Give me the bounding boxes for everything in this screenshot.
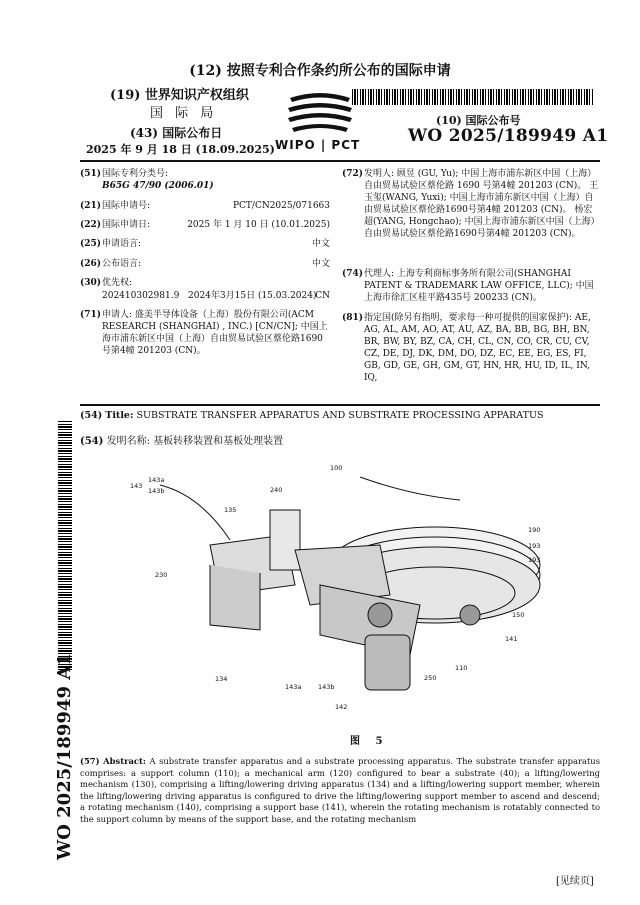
app-no-label: 国际申请号: [102, 201, 151, 211]
ref-label: 142 [335, 703, 348, 711]
inventor-field [342, 168, 600, 268]
states-code: (81) [342, 313, 364, 323]
chinese-title [80, 432, 283, 447]
zh-title-text: 基板转移装置和基板处理装置 [153, 436, 284, 447]
priority-label: 优先权: [102, 278, 133, 288]
app-no-value: PCT/CN2025/071663 [232, 201, 330, 211]
ipc-code: (51) [80, 169, 102, 179]
priority-number: 202410302981.9 [102, 291, 180, 301]
ipc-value: B65G 47/90 (2006.01) [102, 181, 214, 191]
inventor-code: (72) [342, 169, 364, 179]
application-number-field [80, 200, 330, 212]
ref-label: 143b [148, 487, 165, 495]
figure-caption: 图 5 [350, 736, 389, 747]
applicant-code: (71) [80, 310, 102, 320]
priority-date: 2024年3月15日 (15.03.2024) [188, 291, 317, 301]
ref-label: 240 [270, 486, 283, 494]
priority-code: (30) [80, 278, 102, 288]
pub-lang-code: (26) [80, 259, 102, 269]
side-barcode [58, 420, 72, 670]
filing-value: 2025 年 1 月 10 日 (10.01.2025) [187, 220, 330, 230]
publication-date: 2025 年 9 月 18 日 (18.09.2025) [86, 143, 275, 156]
filing-lang-value: 中文 [311, 239, 330, 249]
zh-title-code: (54) [80, 436, 104, 447]
ref-label: 193 [528, 556, 541, 564]
applicant-text: 申请人: 盛美半导体设备（上海）股份有限公司(ACM RESEARCH (SHANGHAI) , INC.) [CN/CN]; 中国上海市浦东新区中国（上海）自由贸易试验区蔡伦路1690号第4幢 201203 (CN)。 [102, 310, 328, 356]
pub-lang-label: 公布语言: [102, 259, 142, 269]
zh-title-label: 发明名称: [106, 436, 150, 447]
filing-label: 国际申请日: [102, 220, 151, 230]
publication-date-label: (43) 国际公布日 [130, 126, 223, 140]
international-bureau: 国 际 局 [150, 106, 218, 121]
abstract [80, 756, 600, 826]
barcode [352, 89, 594, 105]
priority-field [80, 277, 330, 303]
ref-label: 143a [285, 683, 302, 691]
states-text: 指定国(除另有指明，要求每一种可提供的国家保护): AE, AG, AL, AM, AO, AT, AU, AZ, BA, BB, BG, BH, BN, BR, BW, BY, BZ, CA, CH, CL, CN, CO, CR, CU, CV, CZ, DE, DJ, DK, DM, DO, DZ, EC, EE, EG, ES, FI, GB, GD, GE, GH, GM, GT, HN, HR, HU, ID, IL, IN, IQ, [364, 313, 591, 383]
ref-label: 110 [455, 664, 468, 672]
continued-marker: [见续页] [556, 876, 594, 887]
ref-label: 143b [318, 683, 335, 691]
organization-name: (19) 世界知识产权组织 [110, 88, 249, 103]
ref-label: 150 [512, 611, 525, 619]
ipc-label: 国际专利分类号: [102, 169, 169, 179]
patent-drawing-figure [80, 455, 600, 725]
publication-number-label: (10) 国际公布号 [436, 114, 521, 127]
ref-label: 230 [155, 571, 168, 579]
side-publication-number: WO 2025/189949 A1 [54, 653, 75, 860]
ref-label: 193 [528, 542, 541, 550]
priority-country: CN [315, 291, 330, 301]
divider [80, 404, 600, 406]
filing-lang-label: 申请语言: [102, 239, 142, 249]
abstract-text: A substrate transfer apparatus and a substrate processing apparatus. The substrate transfer apparatus comprises: a support column (110); a mechanical arm (120) configured to bear a substrate (40); a lifting/lowering mechanism (130), comprising a lifting/lowering driving apparatus (134) and a lifting/lowering support member, wherein the lifting/lowering driving apparatus is configured to drive the lifting/lowering support member to ascend and descend; a rotating mechanism (140), comprising a support base (141), wherein the rotating mechanism is rotatably connected to the support column by means of the support base, and the rotating mechanism [80, 756, 600, 824]
applicant-field [80, 309, 330, 369]
abstract-label: Abstract: [103, 756, 146, 766]
en-title-text: SUBSTRATE TRANSFER APPARATUS AND SUBSTRATE PROCESSING APPARATUS [136, 410, 544, 421]
ref-label: 134 [215, 675, 228, 683]
organization-block [110, 84, 290, 121]
filing-date-field [80, 219, 330, 231]
divider [80, 160, 600, 162]
filing-lang-code: (25) [80, 239, 102, 249]
en-title-code: (54) [80, 410, 103, 421]
ref-label: 143 [130, 482, 143, 490]
ref-label: 141 [505, 635, 518, 643]
agent-text: 代理人: 上海专利商标事务所有限公司(SHANGHAI PATENT & TRADEMARK LAW OFFICE, LLC); 中国上海市徐汇区桂平路435号 200233 (CN)。 [364, 269, 594, 303]
filing-language-field [80, 238, 330, 250]
wipo-pct-logo-text: WIPO | PCT [275, 138, 361, 152]
filing-code: (22) [80, 220, 102, 230]
publication-number: WO 2025/189949 A1 [408, 126, 609, 146]
ref-label: 143a [148, 476, 165, 484]
en-title-label: Title: [105, 410, 134, 421]
english-title [80, 410, 543, 421]
ref-label: 190 [528, 526, 541, 534]
app-no-code: (21) [80, 201, 102, 211]
designated-states-field [342, 312, 600, 398]
ref-label: 135 [224, 506, 237, 514]
ref-label: 100 [330, 464, 343, 472]
inventor-text: 发明人: 顾昱 (GU, Yu); 中国上海市浦东新区中国（上海）自由贸易试验区蔡伦路 1690 号第4幢 201203 (CN)。 王玉玺(WANG, Yuxi); 中国上海市浦东新区中国（上海）自由贸易试验区蔡伦路1690号第4幢 201203 (CN)。 杨宏超(YANG, Hongchao); 中国上海市浦东新区中国（上海）自由贸易试验区蔡伦路1690号第4幢 201203 (CN)。 [364, 169, 600, 239]
pub-lang-value: 中文 [311, 259, 330, 269]
ipc-field [80, 168, 330, 192]
document-title: (12) 按照专利合作条约所公布的国际申请 [189, 63, 451, 79]
abstract-code: (57) [80, 756, 100, 766]
ref-label: 250 [424, 674, 437, 682]
agent-field [342, 268, 600, 308]
publication-language-field [80, 258, 330, 270]
agent-code: (74) [342, 269, 364, 279]
